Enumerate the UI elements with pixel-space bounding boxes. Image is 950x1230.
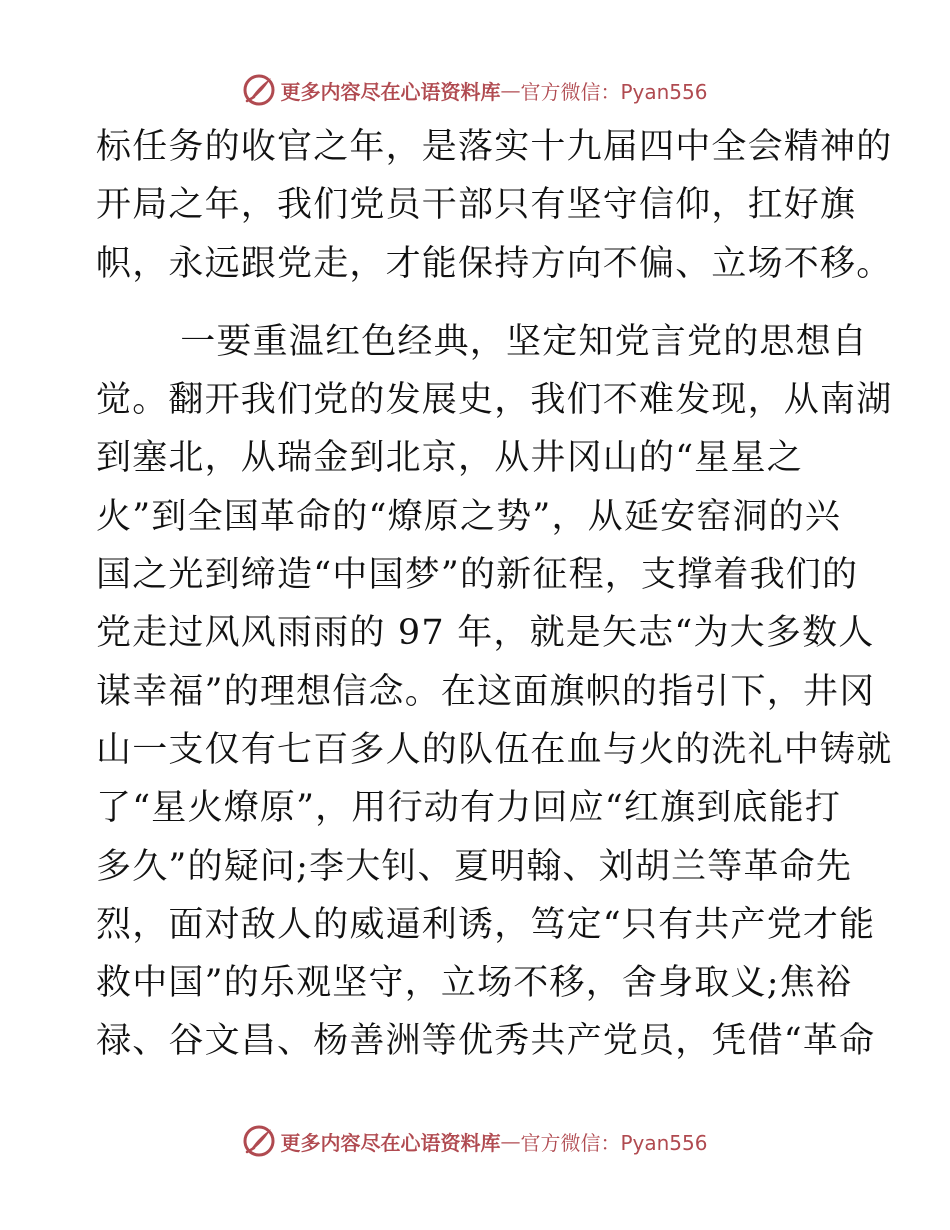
text-line: 党走过风风雨雨的 97 年，就是矢志“为大多数人 (96, 613, 875, 654)
text-line: 谋幸福”的理想信念。在这面旗帜的指引下，井冈 (96, 671, 876, 712)
paragraph-2 (96, 313, 893, 1071)
quill-logo-icon (242, 73, 276, 107)
text-line: 救中国”的乐观坚守，立场不移，舍身取义;焦裕 (96, 963, 853, 1004)
text-line: 火”到全国革命的“燎原之势”，从延安窑洞的兴 (96, 496, 842, 537)
text-line: 禄、谷文昌、杨善洲等优秀共产党员，凭借“革命 (96, 1021, 876, 1062)
text-line: 觉。翻开我们党的发展史，我们不难发现，从南湖 (96, 380, 893, 421)
banner-dash: — (500, 1129, 521, 1153)
text-line: 开局之年，我们党员干部只有坚守信仰，扛好旗 (96, 185, 857, 226)
text-line: 山一支仅有七百多人的队伍在血与火的洗礼中铸就 (96, 729, 893, 770)
paragraph-1 (96, 118, 893, 293)
header-banner (0, 70, 950, 110)
text-line: 烈，面对敌人的威逼利诱，笃定“只有共产党才能 (96, 904, 876, 945)
banner-wechat: 官方微信：Pyan556 (520, 79, 708, 104)
banner-wechat: 官方微信：Pyan556 (520, 1130, 708, 1155)
footer-banner (0, 1121, 950, 1161)
text-line: 了“星火燎原”，用行动有力回应“红旗到底能打 (96, 788, 842, 829)
quill-logo-icon (242, 1124, 276, 1158)
text-line: 多久”的疑问;李大钊、夏明翰、刘胡兰等革命先 (96, 846, 853, 887)
text-line: 国之光到缔造“中国梦”的新征程，支撑着我们的 (96, 555, 859, 596)
text-line: 帜，永远跟党走，才能保持方向不偏、立场不移。 (96, 243, 893, 284)
document-body (96, 118, 893, 1071)
banner-dash: — (500, 78, 521, 102)
text-line: 一要重温红色经典，坚定知党言党的思想自 (144, 321, 869, 362)
text-line: 标任务的收官之年，是落实十九届四中全会精神的 (96, 127, 893, 167)
banner-title: 更多内容尽在心语资料库 (280, 1130, 501, 1155)
banner-title: 更多内容尽在心语资料库 (280, 79, 501, 104)
text-line: 到塞北，从瑞金到北京，从井冈山的“星星之 (96, 438, 803, 479)
